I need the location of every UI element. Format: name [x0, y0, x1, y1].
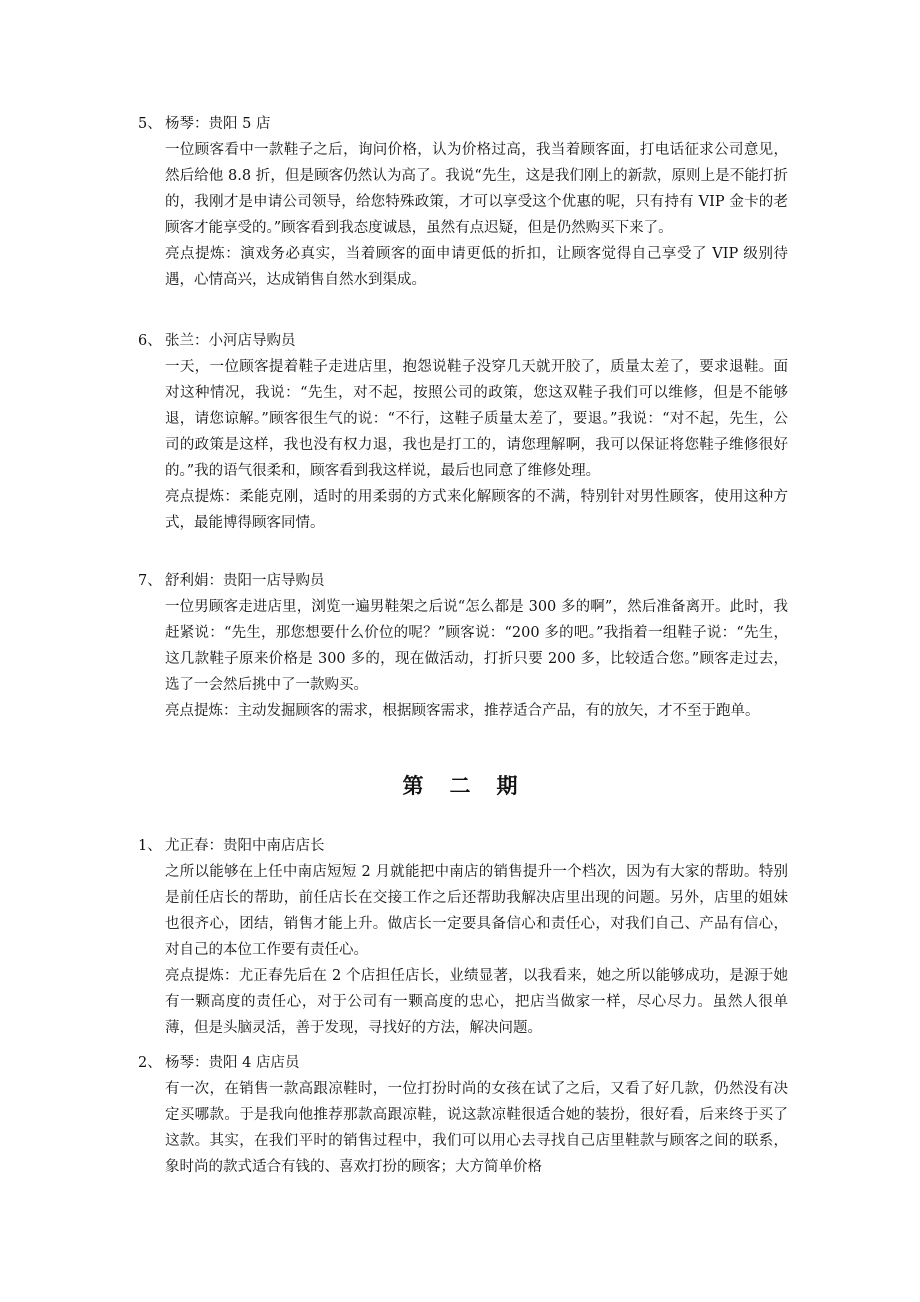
case-number: 1、 — [138, 838, 162, 854]
case-entry-6 — [138, 328, 788, 536]
case-author: 杨琴：贵阳 5 店 — [165, 116, 271, 132]
case-story: 之所以能够在上任中南店短短 2 月就能把中南店的销售提升一个档次，因为有大家的帮助。特别是前任店长的帮助，前任店长在交接工作之后还帮助我解决店里出现的问题。另外，店里的姐妹也很齐心，团结，销售才能上升。做店长一定要具备信心和责任心，对我们自己、产品有信心，对自己的本位工作要有责任心。 — [165, 864, 788, 958]
case-number: 7、 — [138, 573, 162, 589]
case-story: 一天，一位顾客提着鞋子走进店里，抱怨说鞋子没穿几天就开胶了，质量太差了，要求退鞋。面对这种情况，我说：“先生，对不起，按照公司的政策，您这双鞋子我们可以维修，但是不能够退，请您谅解。”顾客很生气的说：“不行，这鞋子质量太差了，要退。”我说：“对不起，先生，公司的政策是这样，我也没有权力退，我也是打工的，请您理解啊，我可以保证将您鞋子维修很好的。”我的语气很柔和，顾客看到我这样说，最后也同意了维修处理。 — [165, 359, 788, 479]
case-entry-5 — [138, 111, 788, 293]
case-heading — [138, 1050, 788, 1076]
case-heading — [138, 328, 788, 354]
case-number: 5、 — [138, 116, 162, 132]
case-body — [165, 137, 788, 293]
case-highlight: 亮点提炼：尤正春先后在 2 个店担任店长，业绩显著，以我看来，她之所以能够成功，是源于她有一颗高度的责任心，对于公司有一颗高度的忠心，把店当做家一样，尽心尽力。虽然人很单薄，但是头脑灵活，善于发现，寻找好的方法，解决问题。 — [165, 968, 788, 1036]
case-highlight: 亮点提炼：主动发掘顾客的需求，根据顾客需求，推荐适合产品，有的放矢，才不至于跑单。 — [165, 703, 760, 719]
case-body — [165, 354, 788, 536]
case-author: 尤正春：贵阳中南店店长 — [165, 838, 325, 854]
case-highlight: 亮点提炼：演戏务必真实，当着顾客的面申请更低的折扣，让顾客觉得自己享受了 VIP 级别待遇，心情高兴，达成销售自然水到渠成。 — [165, 246, 788, 288]
case-author: 杨琴：贵阳 4 店店员 — [165, 1055, 300, 1071]
case-story: 一位顾客看中一款鞋子之后，询问价格，认为价格过高，我当着顾客面，打电话征求公司意见，然后给他 8.8 折，但是顾客仍然认为高了。我说“先生，这是我们刚上的新款，原则上是不能打折的，我刚才是申请公司领导，给您特殊政策，才可以享受这个优惠的呢，只有持有 VIP 金卡的老顾客才能享受的。”顾客看到我态度诚恳，虽然有点迟疑，但是仍然购买下来了。 — [165, 142, 788, 236]
case-heading — [138, 111, 788, 137]
case-author: 张兰：小河店导购员 — [165, 333, 296, 349]
case-heading — [138, 833, 788, 859]
case-story: 一位男顾客走进店里，浏览一遍男鞋架之后说“怎么都是 300 多的啊”，然后准备离开。此时，我赶紧说：“先生，那您想要什么价位的呢？”顾客说：“200 多的吧。”我指着一组鞋子说：“先生，这几款鞋子原来价格是 300 多的，现在做活动，打折只要 200 多，比较适合您。”顾客走过去，选了一会然后挑中了一款购买。 — [165, 599, 788, 693]
case-highlight: 亮点提炼：柔能克刚，适时的用柔弱的方式来化解顾客的不满，特别针对男性顾客，使用这种方式，最能博得顾客同情。 — [165, 489, 788, 531]
case-story: 有一次，在销售一款高跟凉鞋时，一位打扮时尚的女孩在试了之后，又看了好几款，仍然没有决定买哪款。于是我向他推荐那款高跟凉鞋，说这款凉鞋很适合她的装扮，很好看，后来终于买了这款。其实，在我们平时的销售过程中，我们可以用心去寻找自己店里鞋款与顾客之间的联系，象时尚的款式适合有钱的、喜欢打扮的顾客；大方简单价格 — [165, 1081, 788, 1175]
case-author: 舒利娟：贵阳一店导购员 — [165, 573, 325, 589]
section-title: 第二期 — [402, 773, 544, 798]
case-number: 2、 — [138, 1055, 162, 1071]
case-entry-2 — [138, 1050, 788, 1180]
case-heading — [138, 568, 788, 594]
case-body — [165, 594, 788, 724]
case-body — [165, 1076, 788, 1180]
case-number: 6、 — [138, 333, 162, 349]
case-entry-1 — [138, 833, 788, 1041]
case-body — [165, 859, 788, 1041]
case-entry-7 — [138, 568, 788, 724]
